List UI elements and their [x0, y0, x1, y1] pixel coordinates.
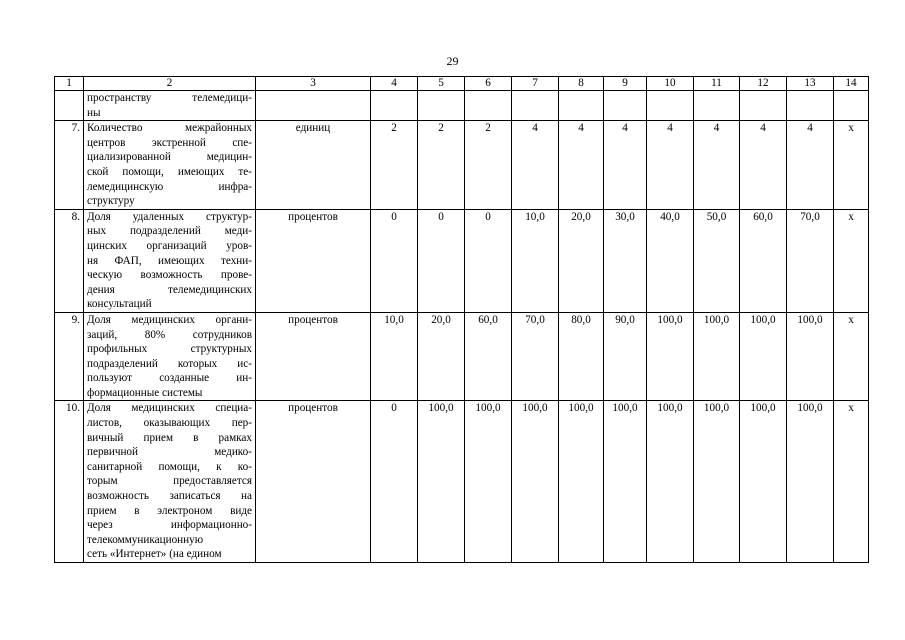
value-cell: 0 — [465, 209, 512, 312]
indicator-name-line: формационные системы — [87, 386, 203, 399]
value-cell — [694, 91, 740, 121]
indicator-name-line: ской помощи, имеющих те- — [87, 165, 252, 178]
indicator-name-line: пространству телемедици- — [87, 92, 252, 104]
value-cell: 70,0 — [512, 312, 559, 401]
indicator-name-line: дения телемедицинских — [87, 283, 252, 296]
indicator-name-line: вичный прием в рамках — [87, 431, 252, 444]
value-cell: 100,0 — [604, 401, 647, 563]
value-cell: 10,0 — [512, 209, 559, 312]
header-cell: 5 — [418, 77, 465, 91]
indicator-name-line: цинских организаций уров- — [87, 239, 252, 252]
value-cell: 100,0 — [465, 401, 512, 563]
value-cell: 4 — [694, 121, 740, 210]
table-row — [55, 209, 869, 312]
value-cell: 100,0 — [694, 312, 740, 401]
table-row — [55, 91, 869, 121]
page-number: 29 — [446, 54, 459, 68]
value-cell: 90,0 — [604, 312, 647, 401]
value-cell: 4 — [559, 121, 604, 210]
value-cell: 80,0 — [559, 312, 604, 401]
indicator-name-line: телекоммуникационную — [87, 533, 204, 546]
value-cell: 4 — [787, 121, 834, 210]
indicator-name-line: прием в электроном виде — [87, 504, 252, 517]
header-cell: 8 — [559, 77, 604, 91]
indicator-name-line: ня ФАП, имеющих техни- — [87, 254, 252, 267]
value-cell: 100,0 — [559, 401, 604, 563]
indicator-name-line: листов, оказывающих пер- — [87, 417, 252, 430]
row-number — [55, 91, 84, 121]
value-cell: 100,0 — [694, 401, 740, 563]
value-cell — [604, 91, 647, 121]
value-cell — [740, 91, 787, 121]
value-cell: 60,0 — [740, 209, 787, 312]
unit-cell: процентов — [256, 401, 371, 563]
indicator-name — [84, 91, 256, 121]
indicator-name — [84, 209, 256, 312]
indicator-name-line: ны — [87, 106, 101, 119]
indicator-name-line: пользуют созданные ин- — [87, 372, 252, 385]
row-number: 10. — [55, 401, 84, 563]
value-cell — [787, 91, 834, 121]
header-cell: 12 — [740, 77, 787, 91]
value-cell: 4 — [512, 121, 559, 210]
value-cell: 20,0 — [418, 312, 465, 401]
unit-cell — [256, 91, 371, 121]
value-cell: 40,0 — [647, 209, 694, 312]
value-cell: 70,0 — [787, 209, 834, 312]
row-number: 9. — [55, 312, 84, 401]
table-row — [55, 121, 869, 210]
indicators-table — [54, 76, 869, 563]
value-cell — [465, 91, 512, 121]
table-body — [55, 77, 869, 563]
indicator-name-line: консультаций — [87, 298, 152, 311]
indicator-name-line: ных подразделений меди- — [87, 225, 252, 238]
value-cell: 30,0 — [604, 209, 647, 312]
value-cell — [559, 91, 604, 121]
indicator-name-line: Доля медицинских органи- — [87, 313, 252, 326]
indicator-name-line: Количество межрайонных — [87, 122, 252, 135]
last-column-cell: x — [834, 121, 869, 210]
unit-cell: единиц — [256, 121, 371, 210]
header-cell: 9 — [604, 77, 647, 91]
indicator-name-line: через информационно- — [87, 519, 252, 532]
value-cell: 10,0 — [371, 312, 418, 401]
value-cell: 0 — [418, 209, 465, 312]
header-cell: 13 — [787, 77, 834, 91]
header-cell: 7 — [512, 77, 559, 91]
value-cell: 4 — [647, 121, 694, 210]
indicator-name-line: подразделений которых ис- — [87, 357, 252, 370]
header-cell: 4 — [371, 77, 418, 91]
value-cell: 50,0 — [694, 209, 740, 312]
last-column-cell: x — [834, 209, 869, 312]
indicator-name-line: санитарной помощи, к ко- — [87, 460, 252, 473]
value-cell: 60,0 — [465, 312, 512, 401]
value-cell: 0 — [371, 209, 418, 312]
last-column-cell — [834, 91, 869, 121]
value-cell: 4 — [740, 121, 787, 210]
row-number: 7. — [55, 121, 84, 210]
value-cell — [418, 91, 465, 121]
table-row — [55, 401, 869, 563]
indicator-name — [84, 401, 256, 563]
value-cell: 20,0 — [559, 209, 604, 312]
value-cell — [371, 91, 418, 121]
indicator-name-line: ческую возможность прове- — [87, 269, 252, 282]
value-cell — [512, 91, 559, 121]
value-cell: 100,0 — [787, 312, 834, 401]
indicator-name-line: сеть «Интернет» (на едином — [87, 548, 222, 561]
header-cell: 3 — [256, 77, 371, 91]
indicator-name-line: центров экстренной спе- — [87, 136, 252, 149]
header-row — [55, 77, 869, 91]
header-cell: 10 — [647, 77, 694, 91]
value-cell: 100,0 — [647, 401, 694, 563]
value-cell: 0 — [371, 401, 418, 563]
value-cell: 2 — [465, 121, 512, 210]
value-cell: 100,0 — [647, 312, 694, 401]
indicator-name-line: профильных структурных — [87, 343, 252, 356]
last-column-cell: x — [834, 312, 869, 401]
indicator-name-line: структуру — [87, 195, 135, 208]
value-cell: 100,0 — [787, 401, 834, 563]
unit-cell: процентов — [256, 312, 371, 401]
value-cell: 100,0 — [512, 401, 559, 563]
indicator-name-line: лемедицинскую инфра- — [87, 180, 252, 193]
indicator-name-line: заций, 80% сотрудников — [87, 328, 252, 341]
header-cell: 2 — [84, 77, 256, 91]
value-cell: 100,0 — [740, 401, 787, 563]
indicator-name — [84, 121, 256, 210]
table-row — [55, 312, 869, 401]
header-cell: 14 — [834, 77, 869, 91]
indicator-name — [84, 312, 256, 401]
unit-cell: процентов — [256, 209, 371, 312]
indicator-name-line: первичной медико- — [87, 446, 252, 459]
header-cell: 11 — [694, 77, 740, 91]
value-cell: 100,0 — [418, 401, 465, 563]
indicator-name-line: возможность записаться на — [87, 490, 252, 503]
row-number: 8. — [55, 209, 84, 312]
header-cell: 6 — [465, 77, 512, 91]
value-cell — [647, 91, 694, 121]
indicator-name-line: торым предоставляется — [87, 475, 252, 488]
value-cell: 100,0 — [740, 312, 787, 401]
value-cell: 4 — [604, 121, 647, 210]
indicator-name-line: циализированной медицин- — [87, 151, 252, 164]
value-cell: 2 — [418, 121, 465, 210]
indicator-name-line: Доля медицинских специа- — [87, 402, 252, 415]
indicator-name-line: Доля удаленных структур- — [87, 210, 252, 223]
value-cell: 2 — [371, 121, 418, 210]
last-column-cell: x — [834, 401, 869, 563]
header-cell: 1 — [55, 77, 84, 91]
